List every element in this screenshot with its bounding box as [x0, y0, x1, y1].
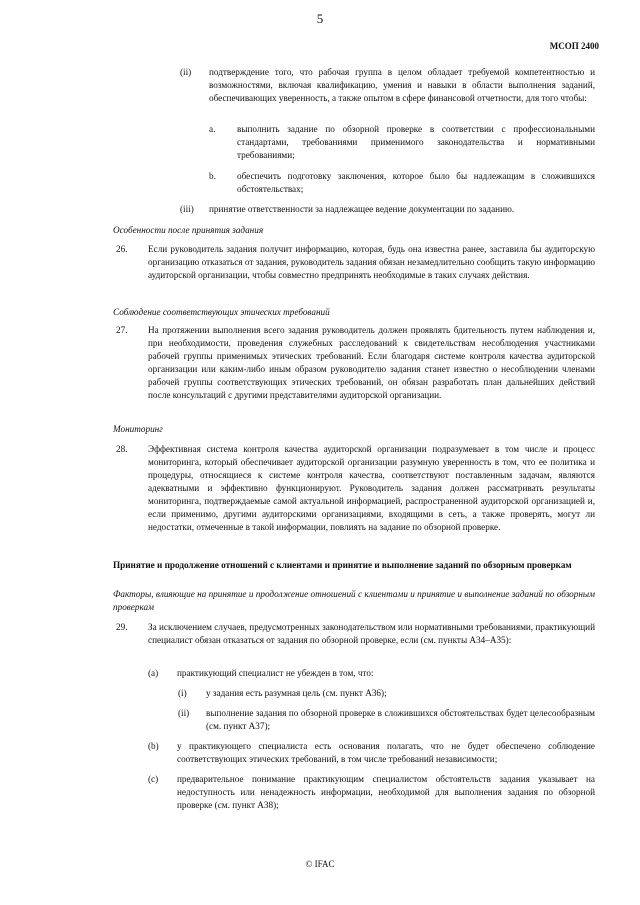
heading-ethics: Соблюдение соответствующих этических требований: [113, 307, 330, 317]
footer-copyright: © IFAC: [305, 859, 335, 869]
heading-after-acceptance: Особенности после принятия задания: [113, 225, 264, 235]
item-ii-label: (ii): [180, 67, 192, 77]
para-29-a-i-text: у задания есть разумная цель (см. пункт А36);: [206, 688, 387, 698]
para-28-text: Эффективная система контроля качества аудиторской организации подразумевает в том числе и процесс мониторинга, который обеспечивает аудиторской организации разумную уверенность в том, что ее политика и процедуры, относящиеся к системе контроля качества, соответствуют поставленным задачам, являются адекватными и эффективно функционируют. Руководитель задания должен рассматривать результаты мониторинга, подтверждаемые самой актуальной информацией, распространенной аудиторской организацией и, если применимо, другими аудиторскими организациями, входящими в сеть, а также проверять, могут ли недостатки, отмеченные в такой информации, повлиять на задание по обзорной проверке.: [148, 444, 595, 532]
heading-monitoring: Мониторинг: [113, 424, 163, 434]
heading-client-acceptance: Принятие и продолжение отношений с клиентами и принятие и выполнение заданий по обзорным проверкам: [113, 560, 572, 570]
item-ii-a-text: выполнить задание по обзорной проверке в соответствии с профессиональными стандартами, требованиями применимого законодательства и нормативными требованиями;: [237, 124, 595, 160]
heading-factors: Факторы, влияющие на принятие и продолжение отношений с клиентами и принятие и выполнение заданий по обзорным проверкам: [113, 589, 595, 612]
para-29-number: 29.: [116, 622, 128, 632]
page-number: 5: [316, 11, 324, 26]
para-26-number: 26.: [116, 244, 128, 254]
para-27-number: 27.: [116, 325, 128, 335]
para-29-b-label: (b): [148, 741, 159, 751]
para-27-text: На протяжении выполнения всего задания руководитель должен проявлять бдительность путем наблюдения и, при необходимости, проведения служебных расследований к свидетельствам несоблюдения участниками рабочей группы применимых этических требований. Если благодаря системе контроля качества аудиторской организации или каким-либо иным образом руководителю задания станет известно о несоблюдении членами рабочей группы соответствующих этических требований, он обязан разработать план дальнейших действий после консультаций с другими представителями аудиторской организации.: [148, 325, 595, 400]
para-29-a-text: практикующий специалист не убежден в том, что:: [177, 668, 374, 678]
item-ii-a-label: a.: [209, 124, 216, 134]
para-29-a-label: (a): [148, 668, 159, 678]
para-26-text: Если руководитель задания получит информацию, которая, будь она известна ранее, заставила бы аудиторскую организацию отказаться от задания, руководитель задания обязан незамедлительно сообщить такую информацию аудиторской организации, чтобы совместно предпринять необходимые в таких случаях действия.: [148, 244, 595, 280]
para-28-number: 28.: [116, 444, 128, 454]
item-iii-text: принятие ответственности за надлежащее ведение документации по заданию.: [209, 204, 515, 214]
item-ii-b-text: обеспечить подготовку заключения, которое было бы надлежащим в сложившихся обстоятельствах;: [237, 171, 595, 194]
para-29-c-label: (c): [148, 774, 159, 784]
para-29-b-text: у практикующего специалиста есть основания полагать, что не будет обеспечено соблюдение соответствующих этических требований, в том числе требований независимости;: [177, 741, 595, 764]
para-29-a-ii-text: выполнение задания по обзорной проверке в сложившихся обстоятельствах будет целесообразным (см. пункт А37);: [206, 708, 595, 731]
para-29-c-text: предварительное понимание практикующим специалистом обстоятельств задания указывает на недоступность или ненадежность информации, необходимой для выполнения задания по обзорной проверке (см. пункт А38);: [177, 774, 595, 810]
document-code: МСОП 2400: [549, 41, 599, 51]
para-29-a-i-label: (i): [178, 688, 187, 698]
para-29-text: За исключением случаев, предусмотренных законодательством или нормативными требованиями, практикующий специалист обязан отказаться от задания по обзорной проверке, если (см. пункты А34–А35):: [148, 622, 595, 645]
item-iii-label: (iii): [180, 204, 194, 214]
item-ii-text: подтверждение того, что рабочая группа в целом обладает требуемой компетентностью и возможностями, включая квалификацию, умения и навыки в области выполнения заданий, обеспечивающих уверенность, а также опытом в сфере финансовой отчетности, для того чтобы:: [209, 67, 595, 103]
para-29-a-ii-label: (ii): [178, 708, 190, 718]
item-ii-b-label: b.: [209, 171, 216, 181]
